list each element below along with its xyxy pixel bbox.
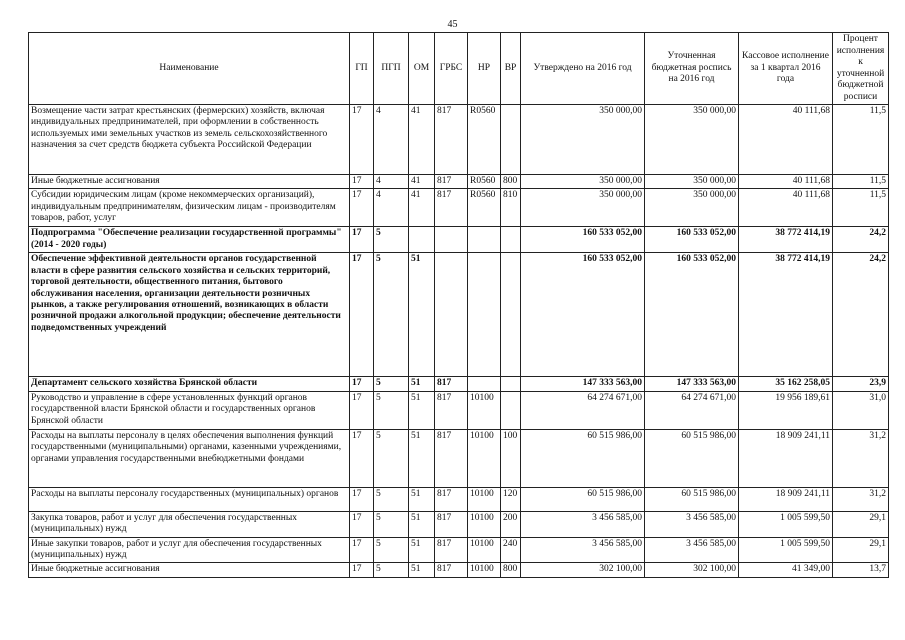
- row-name-cell: Подпрограмма "Обеспечение реализации государственной программы" (2014 - 2020 годы): [29, 227, 350, 253]
- row-name-cell: Департамент сельского хозяйства Брянской области: [29, 377, 350, 391]
- row-np-cell: 10100: [468, 511, 501, 537]
- row-refined-cell: 147 333 563,00: [645, 377, 739, 391]
- row-grbs-cell: 817: [435, 105, 468, 175]
- row-approved-cell: 64 274 671,00: [521, 391, 645, 429]
- row-gp-cell: 17: [350, 253, 374, 377]
- row-approved-cell: 147 333 563,00: [521, 377, 645, 391]
- row-percent-cell: 11,5: [833, 175, 889, 189]
- row-grbs-cell: [435, 253, 468, 377]
- row-name-cell: Иные бюджетные ассигнования: [29, 175, 350, 189]
- row-refined-cell: 60 515 986,00: [645, 487, 739, 511]
- row-grbs-cell: 817: [435, 537, 468, 563]
- row-grbs-cell: 817: [435, 391, 468, 429]
- row-ppgp-cell: 4: [374, 105, 409, 175]
- row-name-cell: Расходы на выплаты персоналу государственных (муниципальных) органов: [29, 487, 350, 511]
- row-grbs-cell: [435, 227, 468, 253]
- table-row: [29, 175, 889, 189]
- row-vr-cell: 240: [501, 537, 521, 563]
- row-grbs-cell: 817: [435, 175, 468, 189]
- row-om-cell: 51: [409, 391, 435, 429]
- row-approved-cell: 160 533 052,00: [521, 253, 645, 377]
- row-approved-cell: 350 000,00: [521, 105, 645, 175]
- row-np-cell: R0560: [468, 105, 501, 175]
- row-np-cell: [468, 227, 501, 253]
- row-percent-cell: 23,9: [833, 377, 889, 391]
- row-ppgp-cell: 5: [374, 511, 409, 537]
- row-gp-cell: 17: [350, 189, 374, 227]
- row-gp-cell: 17: [350, 537, 374, 563]
- row-cash-cell: 18 909 241,11: [739, 429, 833, 487]
- row-np-cell: 10100: [468, 537, 501, 563]
- row-name-cell: Иные бюджетные ассигнования: [29, 563, 350, 577]
- row-percent-cell: 31,2: [833, 487, 889, 511]
- row-approved-cell: 350 000,00: [521, 175, 645, 189]
- row-ppgp-cell: 5: [374, 253, 409, 377]
- row-grbs-cell: 817: [435, 487, 468, 511]
- table-row: [29, 189, 889, 227]
- row-np-cell: 10100: [468, 487, 501, 511]
- row-approved-cell: 350 000,00: [521, 189, 645, 227]
- row-approved-cell: 302 100,00: [521, 563, 645, 577]
- row-vr-cell: 100: [501, 429, 521, 487]
- header-vr: ВР: [501, 33, 521, 105]
- row-refined-cell: 350 000,00: [645, 189, 739, 227]
- row-cash-cell: 18 909 241,11: [739, 487, 833, 511]
- header-ppgp: ПГП: [374, 33, 409, 105]
- row-refined-cell: 3 456 585,00: [645, 511, 739, 537]
- row-gp-cell: 17: [350, 175, 374, 189]
- budget-table: [28, 32, 889, 578]
- row-grbs-cell: 817: [435, 377, 468, 391]
- row-np-cell: [468, 377, 501, 391]
- row-np-cell: 10100: [468, 563, 501, 577]
- row-percent-cell: 24,2: [833, 227, 889, 253]
- row-approved-cell: 3 456 585,00: [521, 537, 645, 563]
- row-approved-cell: 160 533 052,00: [521, 227, 645, 253]
- row-refined-cell: 302 100,00: [645, 563, 739, 577]
- row-grbs-cell: 817: [435, 511, 468, 537]
- header-percent: Процент исполнения к уточненной бюджетной росписи: [833, 33, 889, 105]
- row-percent-cell: 24,2: [833, 253, 889, 377]
- table-row: [29, 487, 889, 511]
- row-percent-cell: 11,5: [833, 189, 889, 227]
- row-om-cell: 51: [409, 429, 435, 487]
- row-percent-cell: 29,1: [833, 511, 889, 537]
- row-np-cell: 10100: [468, 429, 501, 487]
- table-row: [29, 105, 889, 175]
- row-vr-cell: [501, 253, 521, 377]
- row-ppgp-cell: 5: [374, 377, 409, 391]
- table-row: [29, 227, 889, 253]
- row-grbs-cell: 817: [435, 189, 468, 227]
- row-cash-cell: 40 111,68: [739, 175, 833, 189]
- row-om-cell: 41: [409, 105, 435, 175]
- row-om-cell: [409, 227, 435, 253]
- row-gp-cell: 17: [350, 377, 374, 391]
- row-vr-cell: [501, 227, 521, 253]
- row-om-cell: 51: [409, 537, 435, 563]
- row-vr-cell: [501, 377, 521, 391]
- header-refined: Уточненная бюджетная роспись на 2016 год: [645, 33, 739, 105]
- row-np-cell: [468, 253, 501, 377]
- header-name: Наименование: [29, 33, 350, 105]
- row-percent-cell: 31,2: [833, 429, 889, 487]
- table-body: [29, 105, 889, 578]
- header-approved: Утверждено на 2016 год: [521, 33, 645, 105]
- row-om-cell: 41: [409, 189, 435, 227]
- table-row: [29, 377, 889, 391]
- row-percent-cell: 29,1: [833, 537, 889, 563]
- table-row: [29, 253, 889, 377]
- row-grbs-cell: 817: [435, 429, 468, 487]
- row-cash-cell: 19 956 189,61: [739, 391, 833, 429]
- row-ppgp-cell: 5: [374, 487, 409, 511]
- row-om-cell: 41: [409, 175, 435, 189]
- row-approved-cell: 60 515 986,00: [521, 487, 645, 511]
- row-vr-cell: 800: [501, 563, 521, 577]
- table-row: [29, 563, 889, 577]
- row-gp-cell: 17: [350, 563, 374, 577]
- row-approved-cell: 60 515 986,00: [521, 429, 645, 487]
- row-percent-cell: 11,5: [833, 105, 889, 175]
- row-name-cell: Обеспечение эффективной деятельности органов государственной власти в сфере развития сельского хозяйства и сельских территорий, торговой деятельности, общественного питания, бытового обслуживания населения, организации деятельности розничных рынков, а также регулирования отношений, возникающих в области розничной продажи алкогольной продукции; обеспечение деятельности подведомственных учреждений: [29, 253, 350, 377]
- row-name-cell: Субсидии юридическим лицам (кроме некоммерческих организаций), индивидуальным предпринимателям, физическим лицам - производителям товаров, работ, услуг: [29, 189, 350, 227]
- row-vr-cell: 810: [501, 189, 521, 227]
- row-vr-cell: [501, 391, 521, 429]
- page-number: 45: [447, 19, 458, 30]
- table-header: [29, 33, 889, 105]
- row-ppgp-cell: 5: [374, 391, 409, 429]
- row-ppgp-cell: 4: [374, 189, 409, 227]
- row-cash-cell: 38 772 414,19: [739, 227, 833, 253]
- row-name-cell: Руководство и управление в сфере установленных функций органов государственной власти Брянской области и государственных органов Брянской области: [29, 391, 350, 429]
- row-gp-cell: 17: [350, 429, 374, 487]
- row-om-cell: 51: [409, 377, 435, 391]
- row-gp-cell: 17: [350, 105, 374, 175]
- row-gp-cell: 17: [350, 511, 374, 537]
- row-refined-cell: 3 456 585,00: [645, 537, 739, 563]
- row-cash-cell: 41 349,00: [739, 563, 833, 577]
- table-row: [29, 391, 889, 429]
- row-cash-cell: 1 005 599,50: [739, 511, 833, 537]
- row-refined-cell: 64 274 671,00: [645, 391, 739, 429]
- header-cash: Кассовое исполнение за 1 квартал 2016 года: [739, 33, 833, 105]
- row-np-cell: 10100: [468, 391, 501, 429]
- row-om-cell: 51: [409, 511, 435, 537]
- row-ppgp-cell: 5: [374, 227, 409, 253]
- row-refined-cell: 160 533 052,00: [645, 253, 739, 377]
- row-name-cell: Закупка товаров, работ и услуг для обеспечения государственных (муниципальных) нужд: [29, 511, 350, 537]
- row-cash-cell: 40 111,68: [739, 189, 833, 227]
- row-gp-cell: 17: [350, 487, 374, 511]
- row-ppgp-cell: 4: [374, 175, 409, 189]
- row-approved-cell: 3 456 585,00: [521, 511, 645, 537]
- header-grbs: ГРБС: [435, 33, 468, 105]
- table-row: [29, 429, 889, 487]
- row-om-cell: 51: [409, 253, 435, 377]
- row-vr-cell: 120: [501, 487, 521, 511]
- row-refined-cell: 350 000,00: [645, 105, 739, 175]
- header-om: ОМ: [409, 33, 435, 105]
- table-row: [29, 537, 889, 563]
- row-cash-cell: 38 772 414,19: [739, 253, 833, 377]
- row-np-cell: R0560: [468, 175, 501, 189]
- row-grbs-cell: 817: [435, 563, 468, 577]
- header-np: НР: [468, 33, 501, 105]
- row-ppgp-cell: 5: [374, 537, 409, 563]
- row-name-cell: Иные закупки товаров, работ и услуг для обеспечения государственных (муниципальных) нужд: [29, 537, 350, 563]
- row-om-cell: 51: [409, 487, 435, 511]
- row-percent-cell: 13,7: [833, 563, 889, 577]
- row-refined-cell: 350 000,00: [645, 175, 739, 189]
- row-gp-cell: 17: [350, 227, 374, 253]
- table-row: [29, 511, 889, 537]
- row-cash-cell: 35 162 258,05: [739, 377, 833, 391]
- row-gp-cell: 17: [350, 391, 374, 429]
- row-vr-cell: 200: [501, 511, 521, 537]
- row-name-cell: Возмещение части затрат крестьянских (фермерских) хозяйств, включая индивидуальных предпринимателей, при оформлении в собственность используемых ими земельных участков из земель сельскохозяйственного назначения за счет средств бюджета субъекта Российской Федерации: [29, 105, 350, 175]
- row-om-cell: 51: [409, 563, 435, 577]
- row-vr-cell: 800: [501, 175, 521, 189]
- row-refined-cell: 160 533 052,00: [645, 227, 739, 253]
- row-percent-cell: 31,0: [833, 391, 889, 429]
- row-cash-cell: 1 005 599,50: [739, 537, 833, 563]
- header-gp: ГП: [350, 33, 374, 105]
- row-vr-cell: [501, 105, 521, 175]
- row-name-cell: Расходы на выплаты персоналу в целях обеспечения выполнения функций государственными (муниципальными) органами, казенными учреждениями, органами управления государственными внебюджетными фондами: [29, 429, 350, 487]
- row-refined-cell: 60 515 986,00: [645, 429, 739, 487]
- row-cash-cell: 40 111,68: [739, 105, 833, 175]
- row-ppgp-cell: 5: [374, 563, 409, 577]
- row-ppgp-cell: 5: [374, 429, 409, 487]
- row-np-cell: R0560: [468, 189, 501, 227]
